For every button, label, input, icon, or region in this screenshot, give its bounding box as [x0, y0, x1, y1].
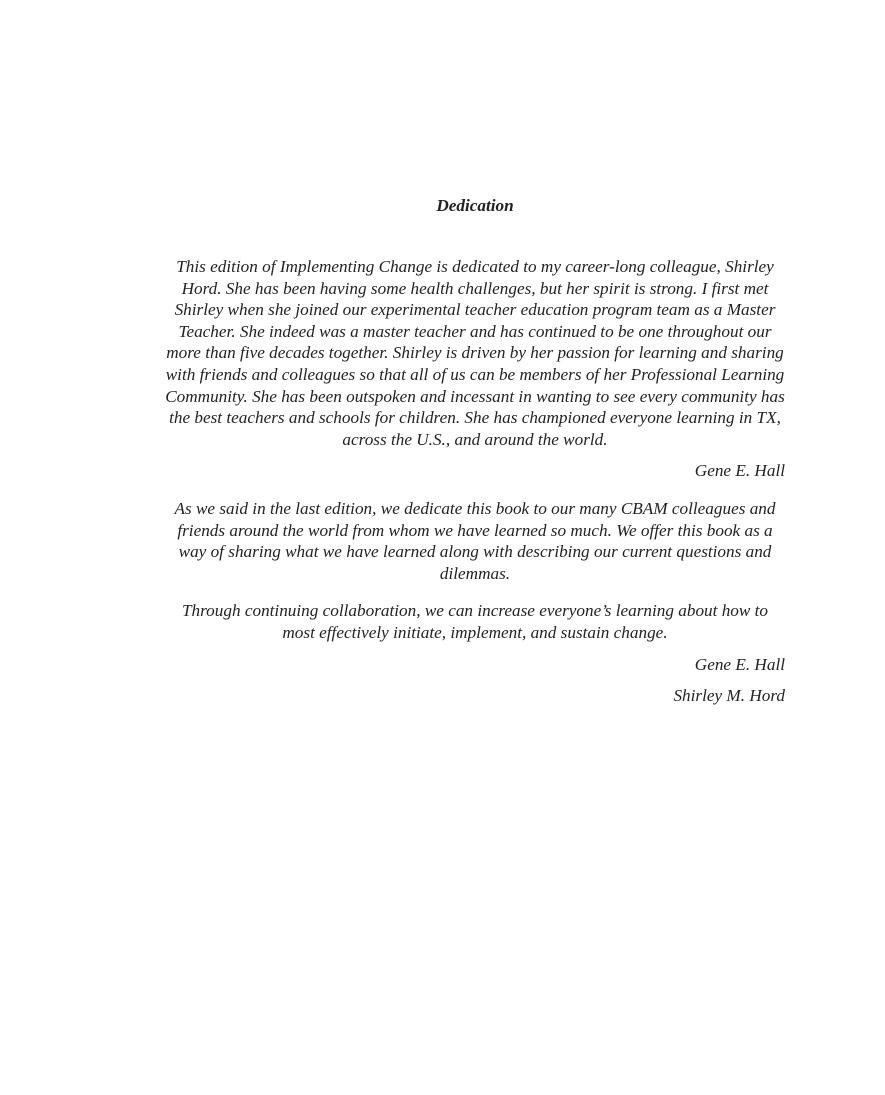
dedication-title: Dedication: [436, 196, 514, 215]
signature-shirley-hord: Shirley M. Hord: [673, 686, 785, 706]
dedication-paragraph-3: Through continuing collaboration, we can increase everyone’s learning about how to most effectively initiate, implement, and sustain change.: [181, 601, 769, 642]
dedication-paragraph-2: As we said in the last edition, we dedicate this book to our many CBAM colleagues and friends around the world from whom we have learned so much. We offer this book as a way of sharing what we have learned along with describing our current questions and dilemmas.: [174, 498, 776, 583]
signature-gene-hall-2: Gene E. Hall: [694, 654, 785, 674]
dedication-page: [165, 194, 785, 707]
dedication-paragraph-1: This edition of Implementing Change is dedicated to my career-long colleague, Shirley Hord. She has been having some health challenges, but her spirit is strong. I first met Shirley when she joined our experimental teacher education program team as a Master Teacher. She indeed was a master teacher and has continued to be one throughout our more than five decades together. Shirley is driven by her passion for learning and sharing with friends and colleagues so that all of us can be members of her Professional Learning Community. She has been outspoken and incessant in wanting to see every community has the best teachers and schools for children. She has championed everyone learning in TX, across the U.S., and around the world.: [165, 257, 785, 449]
signature-gene-hall-1: Gene E. Hall: [694, 461, 785, 481]
